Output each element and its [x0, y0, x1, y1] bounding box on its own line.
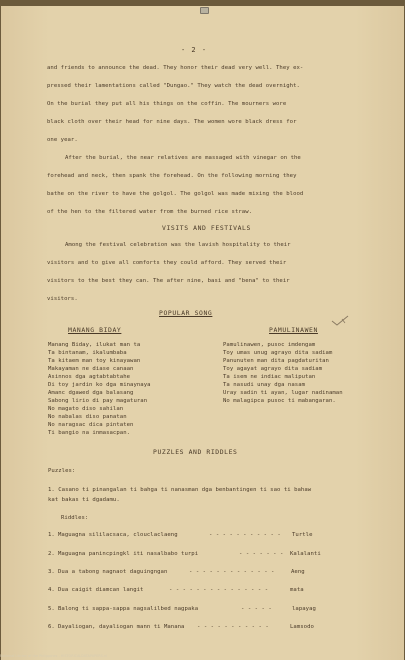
riddle-text: Maguagna panincpingkl iti nasalbabo turpi — [58, 551, 199, 557]
riddle-answer-leader: - - - - - - - - - - - - - — [189, 569, 275, 575]
riddle-answer: Lamsodo — [290, 624, 314, 630]
song-line: No nabalas diso panatan — [48, 414, 127, 420]
song-line: Makayaman ne diase canaan — [48, 366, 134, 372]
riddle-number: 5. — [48, 606, 55, 612]
song-line: No magato diso sahilan — [48, 406, 124, 412]
riddle-answer: Aeng — [291, 569, 305, 575]
riddle-answer-leader: - - - - - - - - - - - — [197, 624, 269, 630]
song-title-left: MANANG BIDAY — [68, 326, 122, 334]
song-line: Panunuten man dita pagdaturitan — [223, 358, 329, 364]
riddle-answer-leader: - - - - - — [241, 606, 272, 612]
song-line: Ta nasudi unay dga nasam — [223, 382, 306, 388]
riddle-answer-leader: - - - - - - - — [239, 551, 284, 557]
song-line: Ta isem ne indiac maliputan — [223, 374, 316, 380]
song-line: Ti bangio na inmasacpan. — [48, 430, 131, 436]
paragraph-line: and friends to announce the dead. They honor their dead very well. They ex- — [47, 65, 304, 71]
section-heading-visits: VISITS AND FESTIVALS — [162, 224, 251, 232]
paragraph-line: visitors to the best they can. The after nine, basi and "bena" to their — [47, 278, 290, 284]
riddle-answer-leader: - - - - - - - - - - - - - - - — [169, 587, 269, 593]
song-line: No naragsac dica pintaten — [48, 422, 134, 428]
footer-credit: National Library of the Philippines - HISTORICALDATAPAPERS.nl — [0, 654, 107, 658]
song-line: Amanc dgawed dga balasang — [48, 390, 134, 396]
riddle-text: Dayaliogan, dayaliogan mann ti Manana — [58, 624, 185, 630]
riddle-number: 3. — [48, 569, 55, 575]
puzzles-label: Puzzles: — [48, 468, 76, 474]
puzzle-line: 1. Casano ti pinangalan ti bahga ti nanasman dga benbantingen ti sao ti bahaw — [48, 487, 312, 493]
section-heading-songs: POPULAR SONG — [159, 309, 213, 317]
paragraph-line: of the hen to the filtered water from the burned rice straw. — [47, 209, 253, 215]
song-line: Toy agayat agrayo dita sadiam — [223, 366, 323, 372]
riddle-answer: lapayag — [292, 606, 316, 612]
song-line: Asinnos dga agtabtabtahe — [48, 374, 131, 380]
paragraph-line: black cloth over their head for nine days. The women wore black dress for — [47, 119, 297, 125]
riddle-number: 1. — [48, 532, 55, 538]
paragraph-line: visitors and to give all comforts they could afford. They served their — [47, 260, 287, 266]
checkmark-icon — [331, 315, 349, 327]
riddle-text: Maguagna sililacsaca, clouclaclaeng — [58, 532, 178, 538]
riddles-label: Riddles: — [61, 515, 89, 521]
paragraph-line: visitors. — [47, 296, 78, 302]
riddle-number: 6. — [48, 624, 55, 630]
paragraph-line: Among the festival celebration was the lavish hospitality to their — [65, 242, 291, 248]
page-number: - 2 - — [181, 46, 208, 54]
song-line: Toy umas unug agrayo dita sadiam — [223, 350, 333, 356]
paragraph-line: one year. — [47, 137, 78, 143]
riddle-text: Dua caigit diamcan langit — [58, 587, 144, 593]
riddle-text: Balong ti sappa-sappa nagsalilbed nagpaka — [58, 606, 199, 612]
song-line: Ta kitaem man toy kinayawan — [48, 358, 141, 364]
document-page — [1, 6, 404, 660]
song-line: Di toy jardin ko dga minaynaya — [48, 382, 151, 388]
riddle-answer: Turtle — [292, 532, 313, 538]
paper-clip-icon — [200, 7, 209, 14]
song-line: Ta bintanam, ikalumbaba — [48, 350, 127, 356]
riddle-number: 4. — [48, 587, 55, 593]
song-line: Uray sadin ti ayan, lugar nadinaman — [223, 390, 343, 396]
song-title-right: PAMULINAWEN — [269, 326, 318, 334]
song-line: Sabong lirio di pay magaturan — [48, 398, 148, 404]
riddle-number: 2. — [48, 551, 55, 557]
paragraph-line: After the burial, the near relatives are massaged with vinegar on the — [65, 155, 301, 161]
song-line: Pamulinawen, pusoc imdengam — [223, 342, 316, 348]
paragraph-line: pressed their lamentations called "Dungao." They watch the dead overnight. — [47, 83, 300, 89]
riddle-answer: Kalalanti — [290, 551, 321, 557]
paragraph-line: forehead and neck, then spank the forehead. On the following morning they — [47, 173, 297, 179]
riddle-text: Dua a tabong nagnaot daguingngan — [58, 569, 168, 575]
song-line: Manang Biday, ilukat man ta — [48, 342, 141, 348]
riddle-answer-leader: - - - - - - - - - - - — [209, 532, 281, 538]
puzzle-line: kat bakas ti dgadamu. — [48, 497, 120, 503]
paragraph-line: bathe on the river to have the golgol. The golgol was made mixing the blood — [47, 191, 304, 197]
section-heading-puzzles: PUZZLES AND RIDDLES — [153, 448, 238, 456]
riddle-answer: mata — [290, 587, 304, 593]
song-line: No malagipca pusoc ti mabangaran. — [223, 398, 336, 404]
paragraph-line: On the burial they put all his things on the coffin. The mourners wore — [47, 101, 287, 107]
